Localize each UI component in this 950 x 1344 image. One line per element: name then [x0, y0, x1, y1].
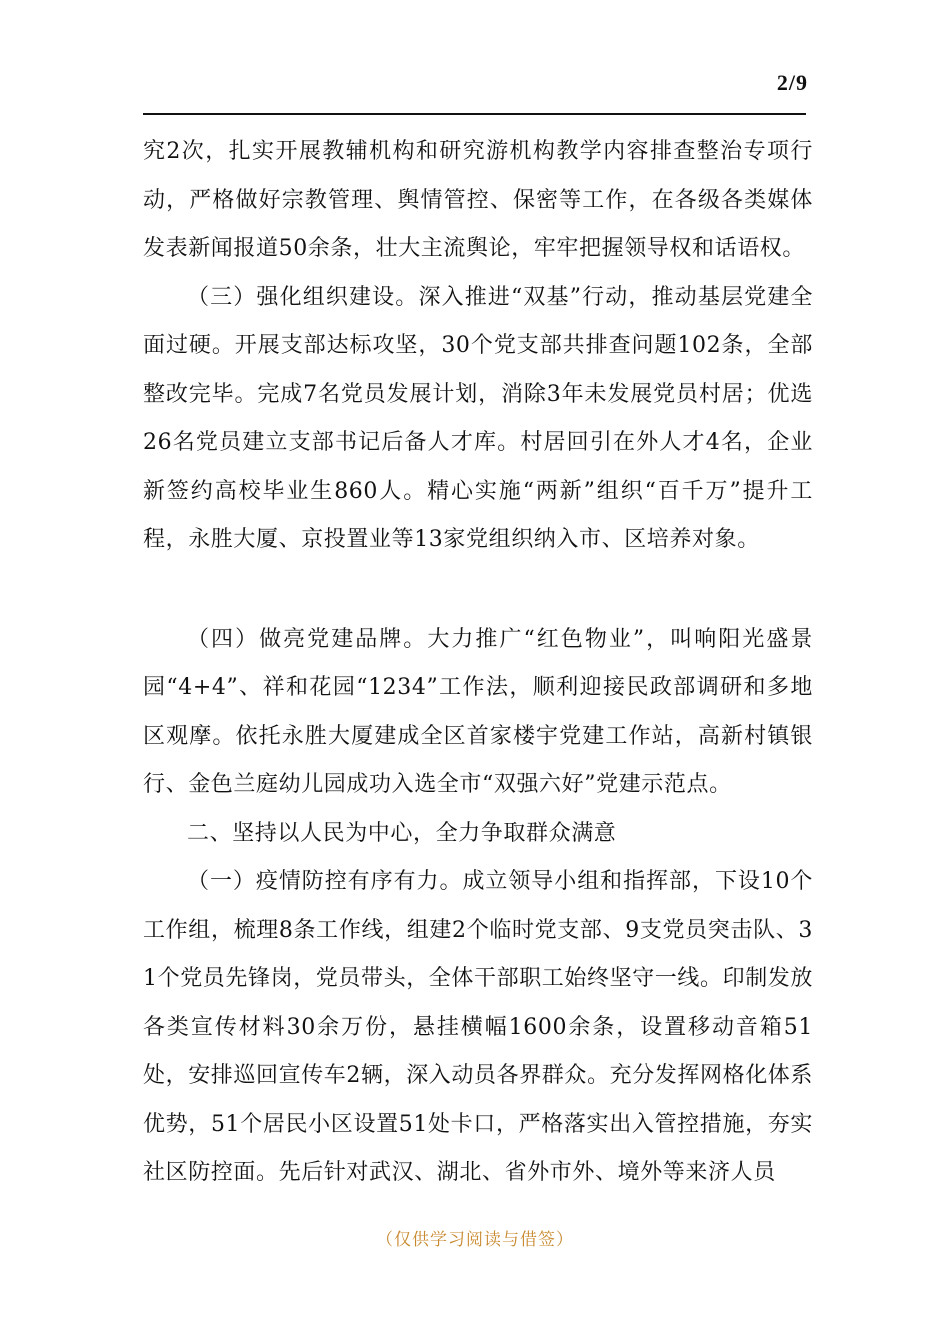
paragraph-party-brand: （四）做亮党建品牌。大力推广“红色物业”，叫响阳光盛景园“4+4”、祥和花园“1234”工作法，顺利迎接民政部调研和多地区观摩。依托永胜大厦建成全区首家楼宇党建工作站，高新村镇银行、金色兰庭幼儿园成功入选全市“双强六好”党建示范点。 — [143, 626, 813, 797]
document-body — [143, 128, 813, 1198]
section-heading-people-centered: 二、坚持以人民为中心，全力争取群众满意 — [187, 820, 617, 846]
page-number: 2/9 — [776, 70, 808, 95]
footer-note: （仅供学习阅读与借签） — [376, 1230, 574, 1250]
paragraph-organization-building: （三）强化组织建设。深入推进“双基”行动，推动基层党建全面过硬。开展支部达标攻坚，30个党支部共排查问题102条，全部整改完毕。完成7名党员发展计划，消除3年未发展党员村居；优选26名党员建立支部书记后备人才库。村居回引在外人才4名，企业新签约高校毕业生860人。精心实施“两新”组织“百千万”提升工程，永胜大厦、京投置业等13家党组织纳入市、区培养对象。 — [143, 284, 813, 552]
paragraph-spacer — [143, 565, 813, 616]
paragraph-continuation: 究2次，扎实开展教辅机构和研究游机构教学内容排查整治专项行动，严格做好宗教管理、舆情管控、保密等工作，在各级各类媒体发表新闻报道50余条，壮大主流舆论，牢牢把握领导权和话语权。 — [143, 139, 813, 261]
header-divider — [143, 113, 806, 115]
paragraph-epidemic-control: （一）疫情防控有序有力。成立领导小组和指挥部，下设10个工作组，梳理8条工作线，组建2个临时党支部、9支党员突击队、31个党员先锋岗，党员带头，全体干部职工始终坚守一线。印制发放各类宣传材料30余万份，悬挂横幅1600余条，设置移动音箱51处，安排巡回宣传车2辆，深入动员各界群众。充分发挥网格化体系优势，51个居民小区设置51处卡口，严格落实出入管控措施，夯实社区防控面。先后针对武汉、湖北、省外市外、境外等来济人员 — [143, 869, 813, 1185]
